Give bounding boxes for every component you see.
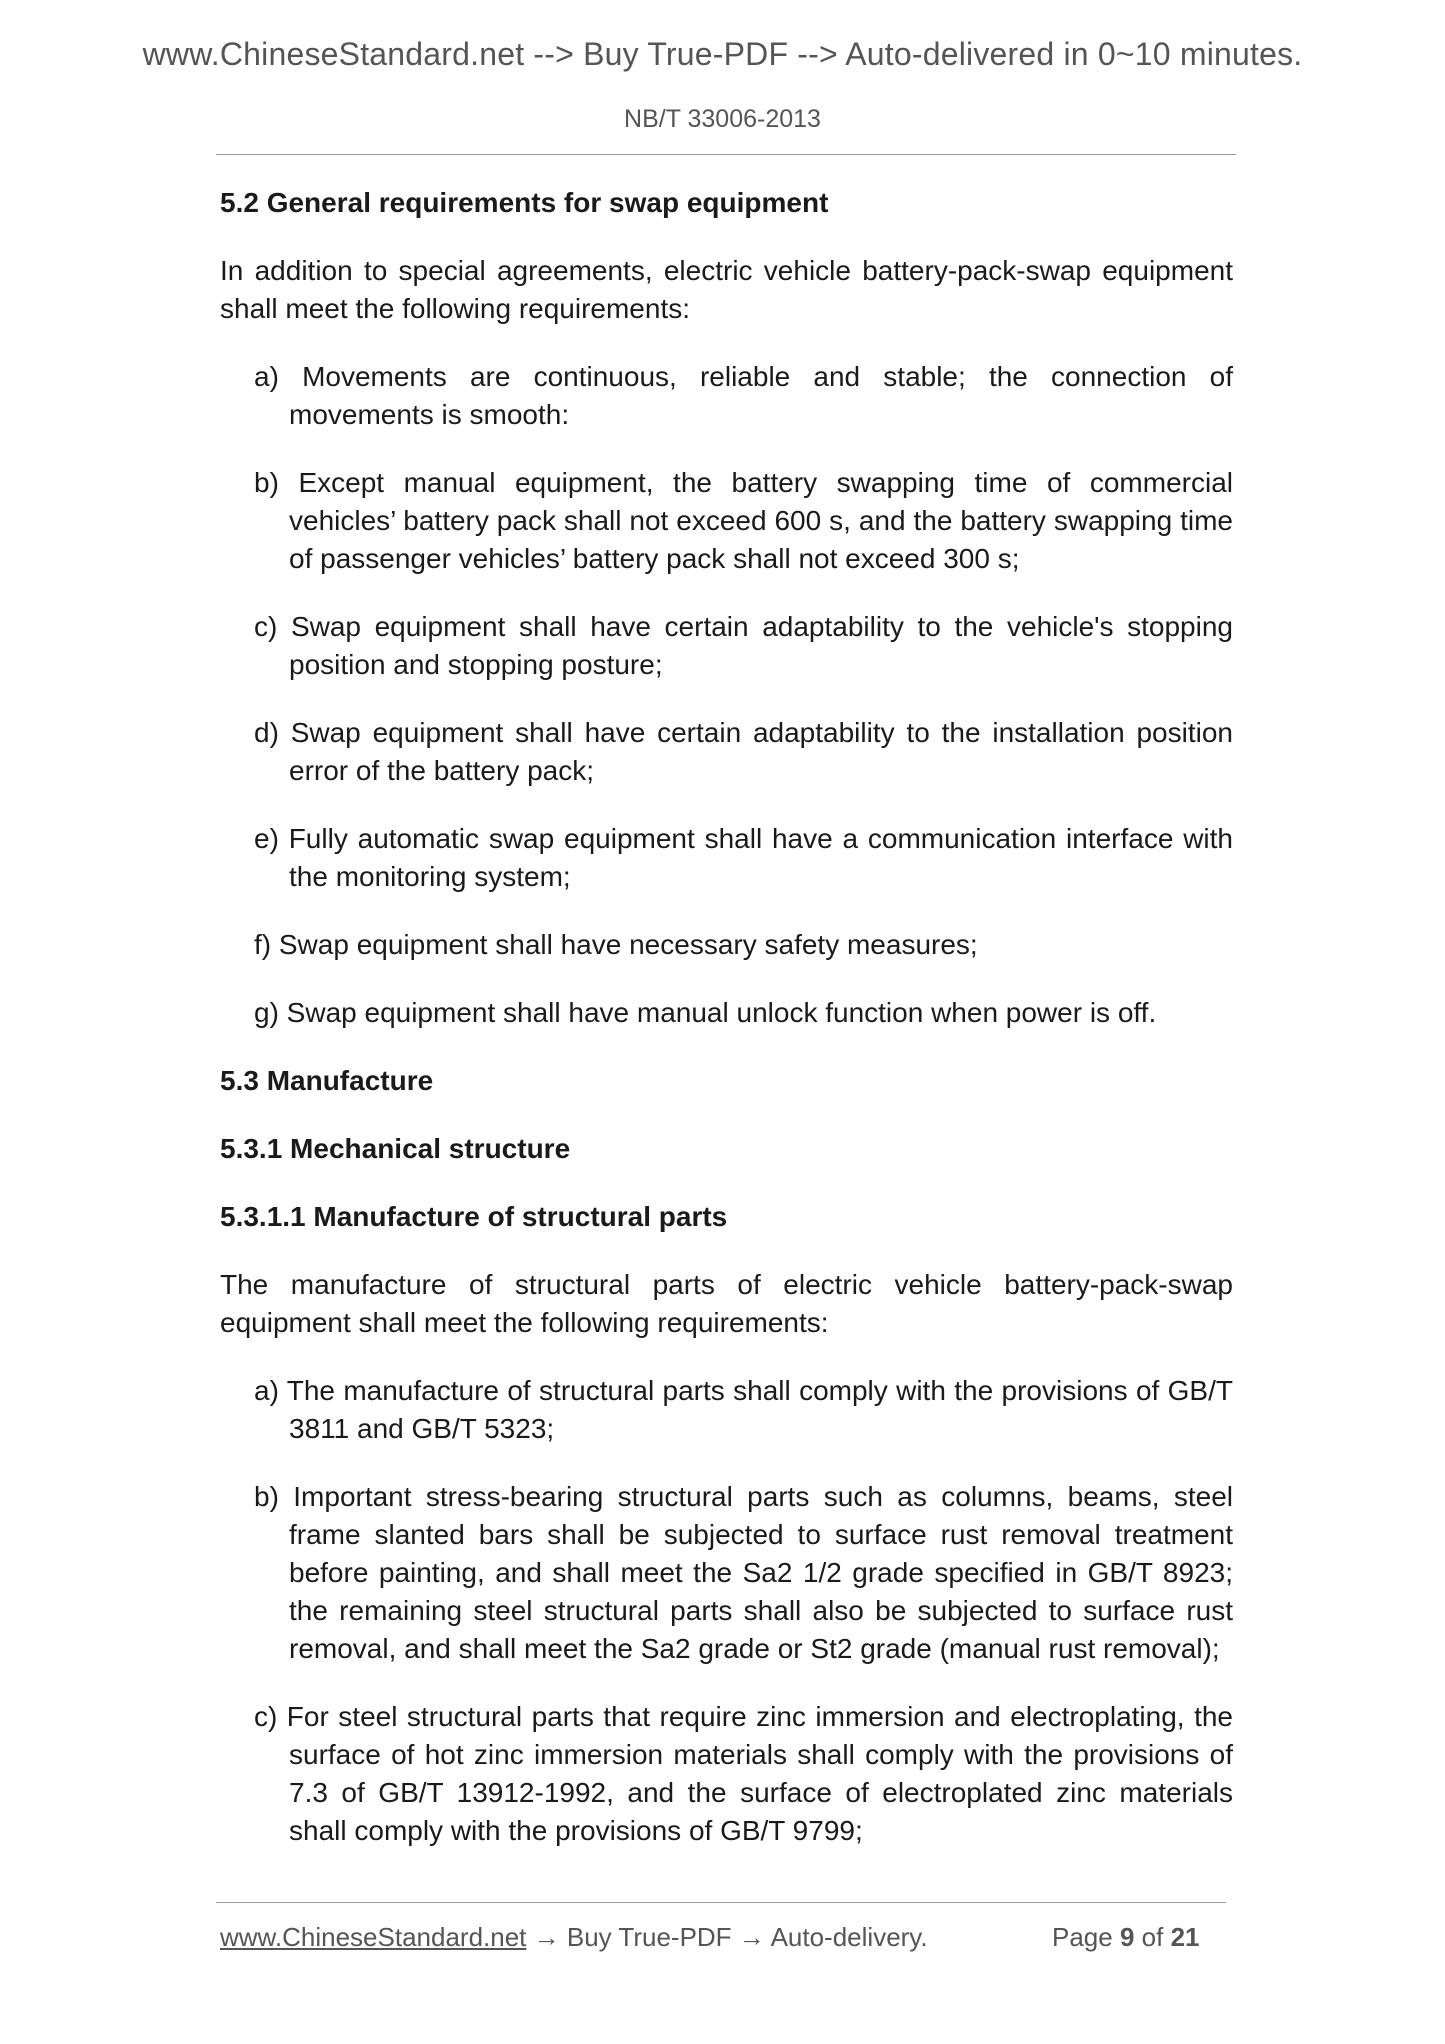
site-banner: www.ChineseStandard.net --> Buy True-PDF --> Auto-delivered in 0~10 minutes. [142, 36, 1303, 72]
list-item: c) Swap equipment shall have certain adaptability to the vehicle's stopping position and stopping posture; [254, 611, 1233, 680]
list-item: b) Important stress-bearing structural parts such as columns, beams, steel frame slanted bars shall be subjected to surface rust removal treatment before painting, and shall meet the Sa2 1/2 grade specified in GB/T 8923; the remaining steel structural parts shall also be subjected to surface rust removal, and shall meet the Sa2 grade or St2 grade (manual rust removal); [254, 1481, 1233, 1664]
total-pages: 21 [1170, 1922, 1200, 1952]
section-intro-5-2: In addition to special agreements, electric vehicle battery-pack-swap equipment shall meet the following requirements: [220, 255, 1233, 324]
section-heading-5-2: 5.2 General requirements for swap equipment [220, 187, 829, 218]
list-item: f) Swap equipment shall have necessary safety measures; [254, 929, 978, 960]
list-item: c) For steel structural parts that require zinc immersion and electroplating, the surface of hot zinc immersion materials shall comply with the provisions of 7.3 of GB/T 13912-1992, and the surface of electroplated zinc materials shall comply with the provisions of GB/T 9799; [254, 1701, 1233, 1846]
page-indicator [1052, 1922, 1200, 1953]
section-heading-5-3-1: 5.3.1 Mechanical structure [220, 1133, 571, 1164]
list-item: g) Swap equipment shall have manual unlock function when power is off. [254, 997, 1157, 1028]
list-item: b) Except manual equipment, the battery swapping time of commercial vehicles’ battery pack shall not exceed 600 s, and the battery swapping time of passenger vehicles’ battery pack shall not exceed 300 s; [254, 467, 1233, 574]
of-label: of [1141, 1922, 1164, 1952]
page-number: 9 [1119, 1922, 1135, 1952]
footer-site-link[interactable]: www.ChineseStandard.net [220, 1922, 527, 1952]
header-divider [216, 154, 1236, 155]
section-heading-5-3: 5.3 Manufacture [220, 1065, 434, 1096]
footer-divider [216, 1902, 1226, 1903]
section-heading-5-3-1-1: 5.3.1.1 Manufacture of structural parts [220, 1201, 728, 1232]
footer-promo [220, 1922, 928, 1953]
section-intro-5-3-1-1: The manufacture of structural parts of electric vehicle battery-pack-swap equipment shall meet the following requirements: [220, 1269, 1233, 1338]
standard-code: NB/T 33006-2013 [624, 105, 821, 133]
footer-promo-text: → Buy True-PDF → Auto-delivery. [526, 1922, 928, 1952]
list-item: a) The manufacture of structural parts shall comply with the provisions of GB/T 3811 and GB/T 5323; [254, 1375, 1233, 1444]
document-body [220, 184, 1233, 1880]
list-item: a) Movements are continuous, reliable and stable; the connection of movements is smooth: [254, 361, 1233, 430]
list-item: e) Fully automatic swap equipment shall have a communication interface with the monitoring system; [254, 823, 1233, 892]
page-label: Page [1052, 1922, 1113, 1952]
list-item: d) Swap equipment shall have certain adaptability to the installation position error of the battery pack; [254, 717, 1233, 786]
